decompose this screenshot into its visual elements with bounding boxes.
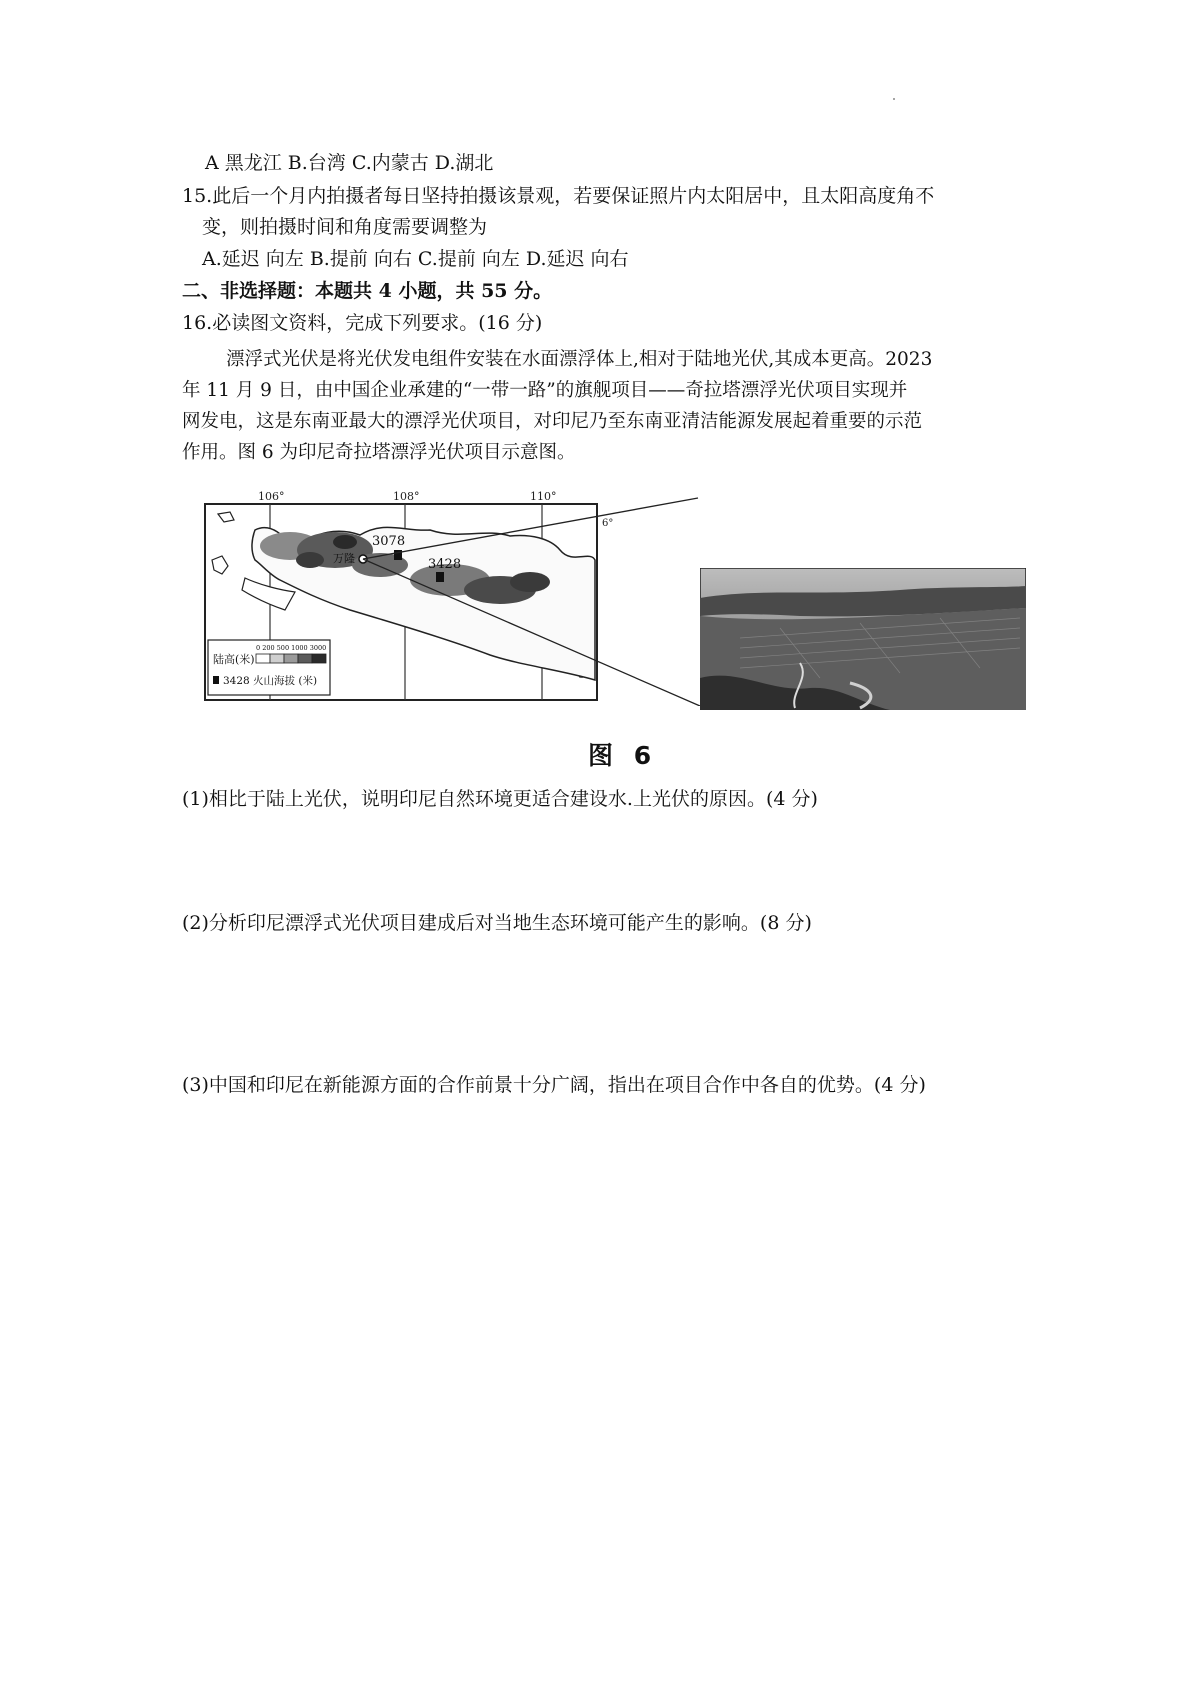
legend-scale-values: 0 200 500 1000 3000 xyxy=(256,644,327,652)
legend-volcano-item: 3428 火山海拔 (米) xyxy=(223,675,318,687)
floating-pv-aerial-photo xyxy=(700,568,1026,710)
scan-speck xyxy=(893,98,895,100)
volcano-height-3428: 3428 xyxy=(428,557,462,572)
q14-options: A 黑龙江 B.台湾 C.内蒙古 D.湖北 xyxy=(205,152,494,174)
subquestion-3: (3)中国和印尼在新能源方面的合作前景十分广阔，指出在项目合作中各自的优势。(4 分) xyxy=(182,1074,926,1096)
q15-options: A.延迟 向左 B.提前 向右 C.提前 向左 D.延迟 向右 xyxy=(202,248,629,270)
q16-passage-line1: 漂浮式光伏是将光伏发电组件安装在水面漂浮体上,相对于陆地光伏,其成本更高。2023 xyxy=(226,349,933,370)
q15-stem-line2: 变，则拍摄时间和角度需要调整为 xyxy=(202,216,488,238)
section2-heading: 二、非选择题：本题共 4 小题，共 55 分。 xyxy=(182,280,553,302)
legend-volcano-icon xyxy=(213,676,219,684)
lat-label-6: 6° xyxy=(602,518,614,529)
volcano-marker-3428 xyxy=(436,572,444,582)
figure-caption: 图 6 xyxy=(588,741,658,770)
q16-passage-line2: 年 11 月 9 日，由中国企业承建的“一带一路”的旗舰项目——奇拉塔漂浮光伏项目实现并 xyxy=(182,380,908,401)
lon-label-106: 106° xyxy=(258,490,285,503)
q16-passage-line3: 网发电，这是东南亚最大的漂浮光伏项目，对印尼乃至东南亚清洁能源发展起着重要的示范 xyxy=(182,411,923,432)
q15-stem-line1: 15.此后一个月内拍摄者每日坚持拍摄该景观，若要保证照片内太阳居中，且太阳高度角不 xyxy=(182,185,935,207)
q16-title: 16.必读图文资料，完成下列要求。(16 分) xyxy=(182,312,543,334)
q16-passage-line4: 作用。图 6 为印尼奇拉塔漂浮光伏项目示意图。 xyxy=(182,442,576,463)
legend-color-ramp xyxy=(256,654,326,663)
subquestion-2: (2)分析印尼漂浮式光伏项目建成后对当地生态环境可能产生的影响。(8 分) xyxy=(182,912,812,934)
city-label: 万隆 xyxy=(333,552,355,565)
java-relief-map xyxy=(200,490,710,706)
subquestion-1: (1)相比于陆上光伏，说明印尼自然环境更适合建设水.上光伏的原因。(4 分) xyxy=(182,788,818,810)
lon-label-108: 108° xyxy=(393,490,420,503)
volcano-height-3078: 3078 xyxy=(372,534,406,549)
lon-label-110: 110° xyxy=(530,490,557,503)
legend-title: 陆高(米) xyxy=(213,653,255,666)
